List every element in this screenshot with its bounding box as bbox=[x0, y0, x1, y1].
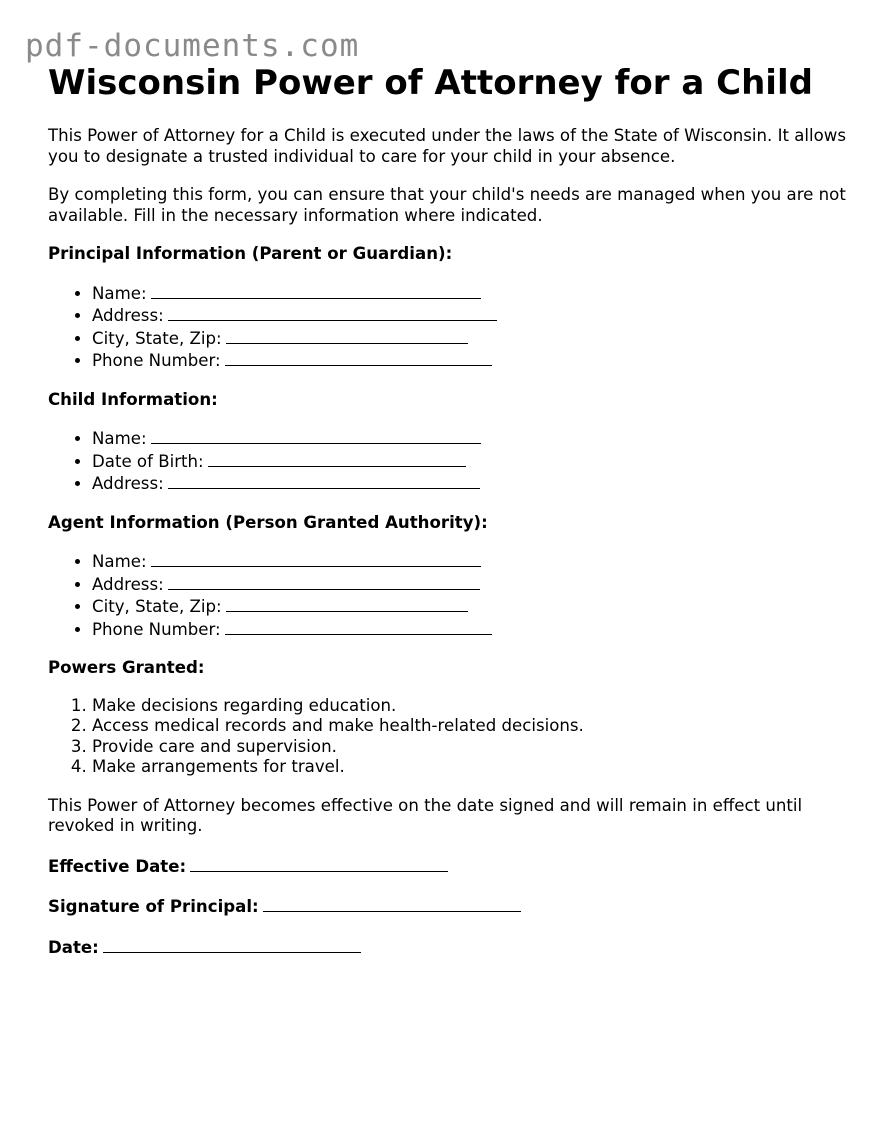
child-address-blank[interactable] bbox=[168, 472, 480, 489]
effective-date-line bbox=[48, 855, 848, 878]
powers-list bbox=[48, 696, 848, 778]
agent-phone-blank[interactable] bbox=[225, 618, 492, 635]
field-label: Address: bbox=[92, 574, 164, 594]
field-label: Phone Number: bbox=[92, 619, 221, 639]
intro-paragraph-1: This Power of Attorney for a Child is executed under the laws of the State of Wisconsin. It allows you to designate a trusted individual to care for your child in your absence. bbox=[48, 126, 847, 166]
field-label: City, State, Zip: bbox=[92, 328, 222, 348]
principal-phone-field bbox=[92, 349, 848, 372]
principal-name-field bbox=[92, 282, 848, 305]
signature-blank[interactable] bbox=[263, 895, 521, 912]
date-blank[interactable] bbox=[103, 936, 361, 953]
principal-city-state-zip-field bbox=[92, 327, 848, 350]
child-name-field bbox=[92, 427, 848, 450]
date-label: Date: bbox=[48, 937, 99, 957]
child-name-blank[interactable] bbox=[151, 427, 481, 444]
agent-phone-field bbox=[92, 618, 848, 641]
intro-paragraph-2: By completing this form, you can ensure that your child's needs are managed when you are not available. Fill in the necessary information where indicated. bbox=[48, 185, 846, 225]
agent-section-heading: Agent Information (Person Granted Authority): bbox=[48, 512, 488, 532]
document-page bbox=[48, 62, 848, 958]
agent-city-state-zip-blank[interactable] bbox=[226, 595, 468, 612]
principal-address-blank[interactable] bbox=[168, 304, 497, 321]
child-fields-list bbox=[48, 427, 848, 495]
field-label: City, State, Zip: bbox=[92, 597, 222, 616]
child-address-field bbox=[92, 472, 848, 495]
page-title: Wisconsin Power of Attorney for a Child bbox=[48, 63, 813, 103]
signature-line bbox=[48, 895, 848, 918]
field-label: Name: bbox=[92, 429, 147, 448]
principal-fields-list bbox=[48, 282, 848, 372]
power-item: 3. Provide care and supervision. bbox=[92, 737, 848, 758]
principal-name-blank[interactable] bbox=[151, 282, 481, 299]
agent-address-field bbox=[92, 573, 848, 596]
field-label: Address: bbox=[92, 306, 164, 325]
effective-note: This Power of Attorney becomes effective on the date signed and will remain in effect until revoked in writing. bbox=[48, 795, 803, 835]
agent-city-state-zip-field bbox=[92, 595, 848, 618]
field-label: Name: bbox=[92, 283, 147, 303]
agent-fields-list bbox=[48, 550, 848, 640]
effective-date-label: Effective Date: bbox=[48, 856, 187, 876]
field-label: Name: bbox=[92, 552, 147, 571]
field-label: Date of Birth: bbox=[92, 451, 204, 471]
site-watermark: pdf-documents.com bbox=[25, 28, 360, 64]
agent-address-blank[interactable] bbox=[168, 573, 480, 590]
principal-address-field bbox=[92, 304, 848, 327]
date-line bbox=[48, 936, 848, 959]
field-label: Phone Number: bbox=[92, 351, 221, 370]
child-section-heading: Child Information: bbox=[48, 389, 218, 409]
child-dob-blank[interactable] bbox=[208, 450, 466, 467]
power-item: 2. Access medical records and make health-related decisions. bbox=[92, 716, 848, 737]
power-item: 1. Make decisions regarding education. bbox=[92, 696, 848, 717]
principal-section-heading: Principal Information (Parent or Guardian): bbox=[48, 244, 453, 263]
agent-name-field bbox=[92, 550, 848, 573]
agent-name-blank[interactable] bbox=[151, 550, 481, 567]
principal-city-state-zip-blank[interactable] bbox=[226, 327, 468, 344]
child-dob-field bbox=[92, 450, 848, 473]
field-label: Address: bbox=[92, 474, 164, 493]
signature-label: Signature of Principal: bbox=[48, 897, 259, 916]
principal-phone-blank[interactable] bbox=[225, 349, 492, 366]
power-item: 4. Make arrangements for travel. bbox=[92, 757, 848, 778]
effective-date-blank[interactable] bbox=[190, 855, 448, 872]
powers-section-heading: Powers Granted: bbox=[48, 658, 205, 677]
